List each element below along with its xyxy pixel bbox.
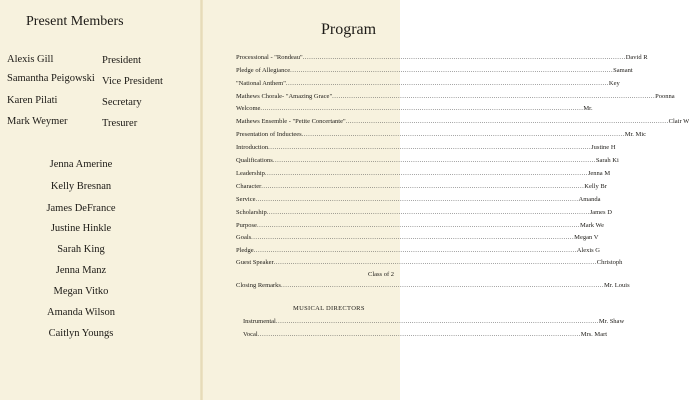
program-performer: Kelly Br (584, 183, 607, 190)
program-row (236, 234, 599, 241)
program-item: Scholarship (236, 209, 267, 216)
program-item: Purpose (236, 222, 257, 229)
member-name: Amanda Wilson (47, 307, 115, 318)
leader-dots (281, 282, 604, 289)
program-performer: Mr. Louis (603, 282, 630, 289)
program-row (236, 259, 623, 266)
program-performer: Mrs. Mart (580, 331, 608, 338)
member-name: Jenna Amerine (49, 159, 113, 170)
program-performer: Mr. Mic (624, 131, 647, 138)
program-performer: Justine H (591, 144, 616, 151)
program-performer: Poonna (655, 93, 675, 100)
program-performer: David R (625, 54, 648, 61)
leader-dots (302, 131, 625, 138)
member-name: Megan Vitko (53, 286, 109, 297)
program-performer: Mr. Shaw (598, 318, 625, 325)
leader-dots (257, 222, 580, 229)
member-name: Kelly Bresnan (50, 181, 112, 192)
right-panel (203, 0, 689, 400)
program-row (243, 331, 608, 338)
program-row (236, 247, 600, 254)
program-item: Pledge (236, 247, 254, 254)
leader-dots (268, 144, 591, 151)
leader-dots (258, 331, 581, 338)
program-row (236, 67, 633, 74)
program-performer: Christoph (596, 259, 623, 266)
leader-dots (260, 105, 583, 112)
program-item: Qualifications (236, 157, 273, 164)
program-item: Service (236, 196, 256, 203)
program-performer: Mr. (583, 105, 593, 112)
program-item: "National Anthem" (236, 80, 286, 87)
program-row (236, 183, 607, 190)
program-item: Vocal (243, 331, 258, 338)
leader-dots (254, 247, 577, 254)
officer-title: President (102, 55, 142, 66)
officer-title: Secretary (102, 97, 142, 108)
member-name: Sarah King (57, 244, 105, 255)
program-performer: James D (589, 209, 612, 216)
officer-title: Vice President (102, 76, 163, 87)
leader-dots (276, 318, 599, 325)
program-row (236, 93, 675, 100)
program-item: Leadership (236, 170, 265, 177)
program-item: Introduction (236, 144, 269, 151)
program-performer: Alexis G (576, 247, 600, 254)
program-item: Mathews Chorale- "Amazing Grace" (236, 93, 333, 100)
program-row (236, 170, 611, 177)
program-item: Goals (236, 234, 252, 241)
program-item: Presentation of Inductees (236, 131, 302, 138)
officer-name: Alexis Gill (7, 54, 54, 65)
leader-dots (261, 183, 584, 190)
leader-dots (286, 80, 609, 87)
leader-dots (332, 93, 655, 100)
program-performer: Samant (613, 67, 633, 74)
left-panel (0, 0, 200, 400)
member-name: Justine Hinkle (50, 223, 112, 234)
program-performer: Key (608, 80, 620, 87)
officer-name: Samantha Peigowski (7, 73, 95, 84)
program-item: Processional - "Rondeau" (236, 54, 303, 61)
program-performer: Mark We (579, 222, 605, 229)
program-heading: Program (321, 21, 377, 38)
program-row (236, 144, 616, 151)
officer-name: Mark Weymer (7, 116, 68, 127)
program-item: Mathews Ensemble - "Petite Concertante" (236, 118, 346, 125)
program-item: Guest Speaker (236, 259, 274, 266)
member-name: Caitlyn Youngs (48, 328, 114, 339)
officer-name: Karen Pilati (7, 95, 58, 106)
member-name: Jenna Manz (55, 265, 107, 276)
leader-dots (274, 259, 597, 266)
leader-dots (251, 234, 574, 241)
officer-title: Tresurer (102, 118, 138, 129)
program-item: Pledge of Allegiance (236, 67, 291, 74)
program-item: Welcome (236, 105, 261, 112)
program-row (236, 222, 605, 229)
program-row (236, 131, 647, 138)
class-of-line: Class of 2 (368, 271, 394, 278)
program-row (236, 196, 601, 203)
musical-directors-heading: MUSICAL DIRECTORS (293, 305, 365, 312)
program-row (243, 318, 625, 325)
program-performer: Jenna M (587, 170, 611, 177)
leader-dots (303, 54, 626, 61)
program-row (236, 282, 630, 289)
program-performer: Amanda (578, 196, 601, 203)
leader-dots (273, 157, 596, 164)
member-name: James DeFrance (46, 203, 116, 214)
program-item: Instrumental (243, 318, 276, 325)
program-item: Closing Remarks (236, 282, 281, 289)
program-performer: Megan V (574, 234, 599, 241)
program-row (236, 157, 619, 164)
present-members-heading: Present Members (26, 14, 124, 29)
program-performer: Clair W (668, 118, 689, 125)
leader-dots (256, 196, 579, 203)
program-row (236, 54, 648, 61)
program-row (236, 80, 620, 87)
leader-dots (346, 118, 669, 125)
program-performer: Sarah Ki (595, 157, 619, 164)
leader-dots (265, 170, 588, 177)
program-item: Character (236, 183, 262, 190)
program-row (236, 209, 612, 216)
leader-dots (290, 67, 613, 74)
leader-dots (267, 209, 590, 216)
program-row (236, 118, 689, 125)
program-row (236, 105, 593, 112)
